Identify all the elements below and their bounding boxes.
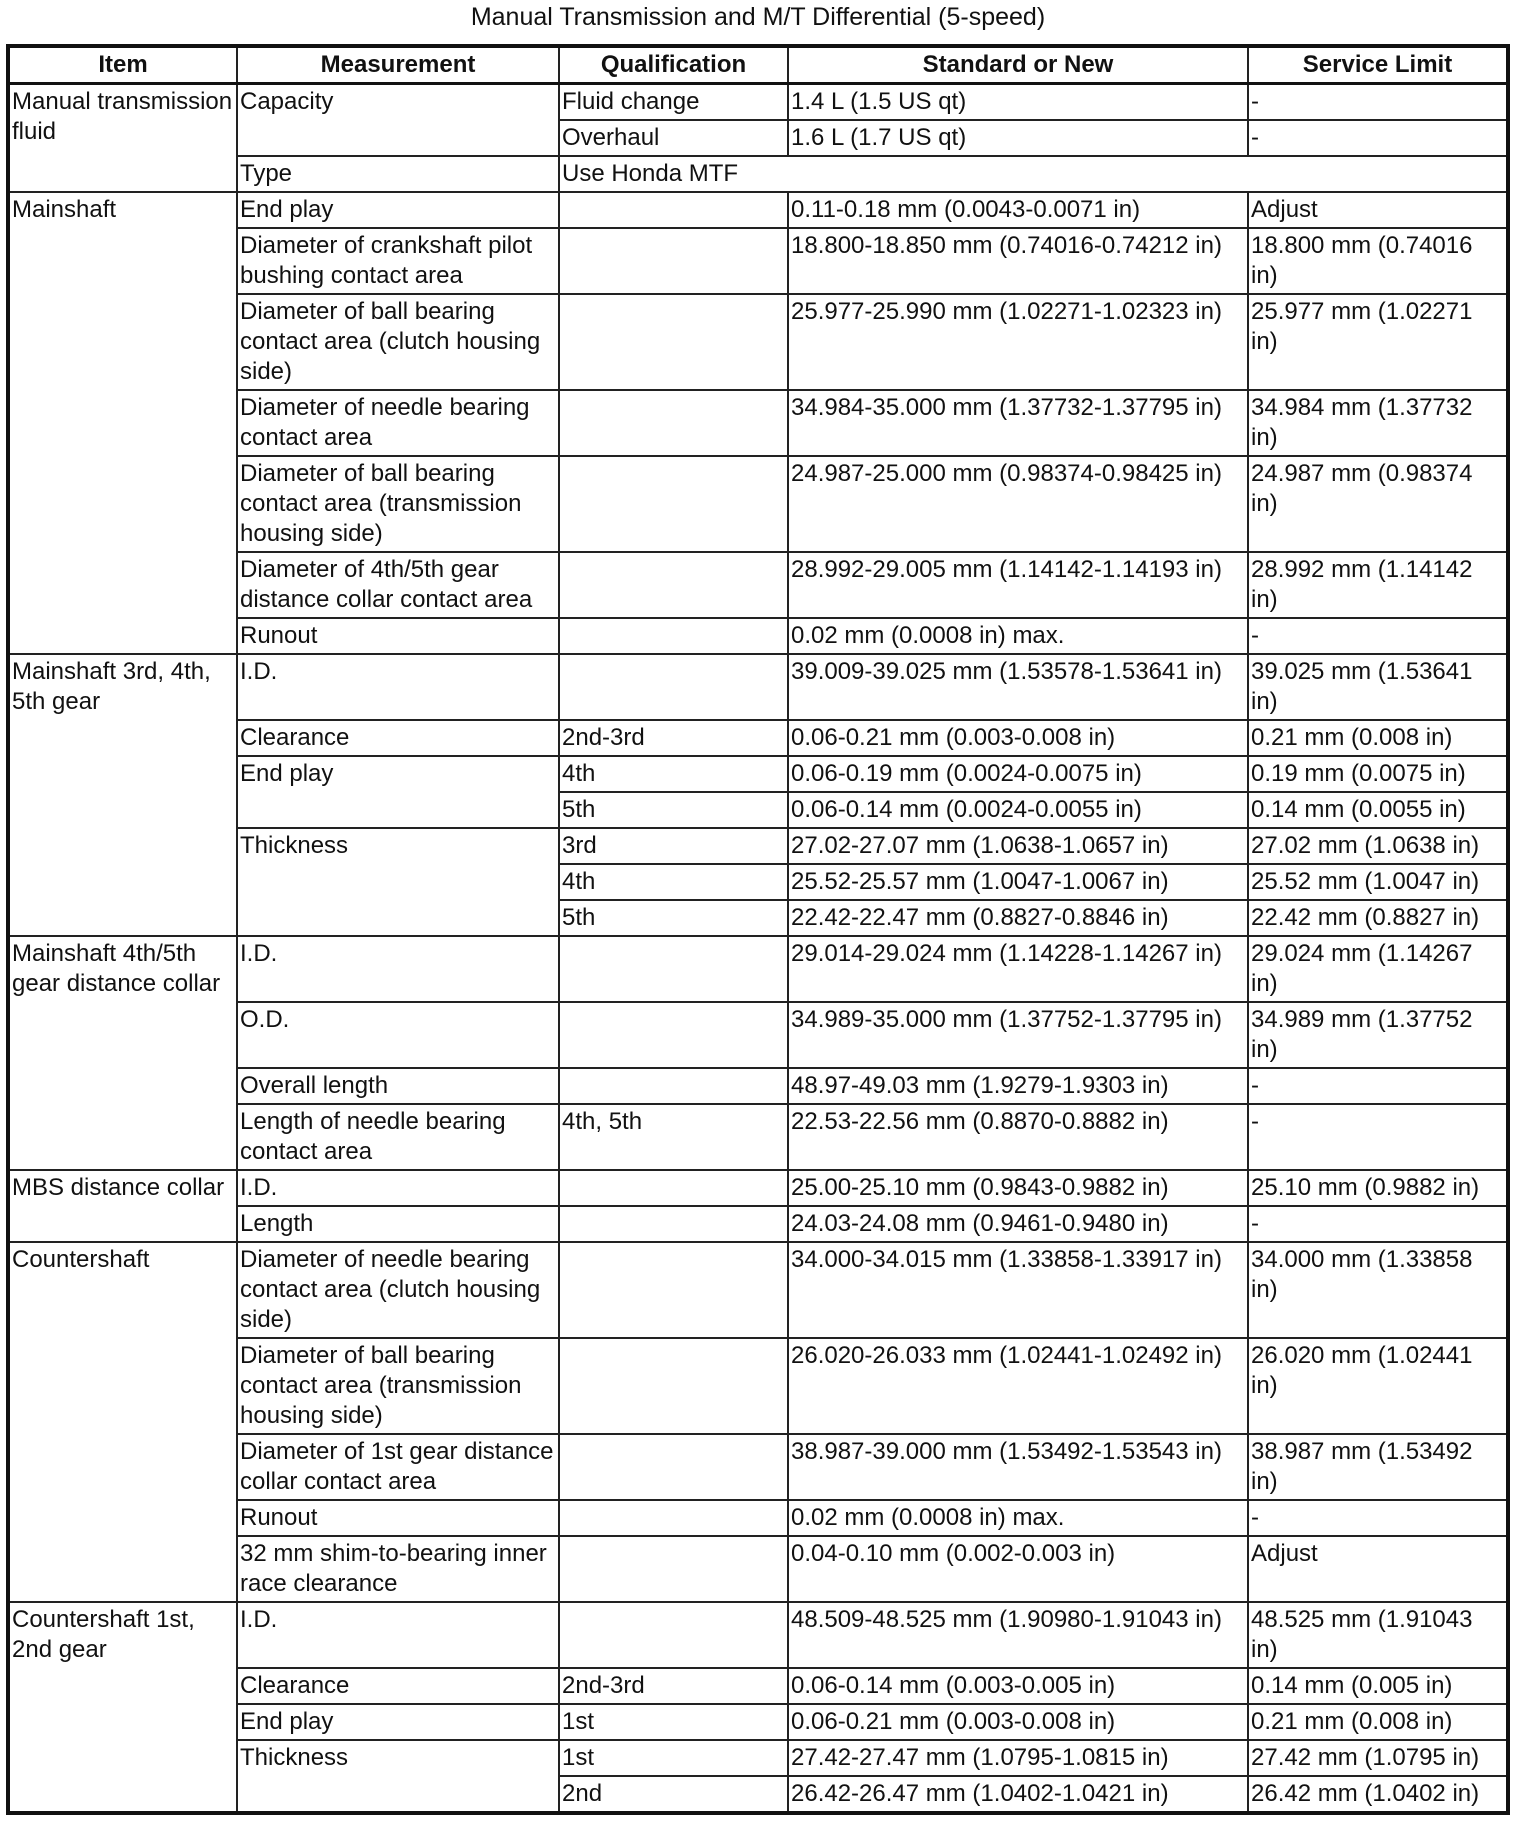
service-limit-cell: - <box>1248 1104 1508 1170</box>
standard-cell: 48.97-49.03 mm (1.9279-1.9303 in) <box>788 1068 1248 1104</box>
qualification-cell <box>559 390 788 456</box>
measurement-cell: Runout <box>237 618 559 654</box>
measurement-cell: Diameter of 4th/5th gear distance collar contact area <box>237 552 559 618</box>
measurement-cell: Diameter of crankshaft pilot bushing contact area <box>237 228 559 294</box>
standard-cell: 0.06-0.21 mm (0.003-0.008 in) <box>788 1704 1248 1740</box>
qualification-cell <box>559 192 788 228</box>
measurement-cell: Type <box>237 156 559 192</box>
standard-cell: 48.509-48.525 mm (1.90980-1.91043 in) <box>788 1602 1248 1668</box>
service-limit-cell: - <box>1248 1068 1508 1104</box>
qualification-cell <box>559 1002 788 1068</box>
qualification-cell <box>559 1068 788 1104</box>
service-limit-cell: 22.42 mm (0.8827 in) <box>1248 900 1508 936</box>
measurement-cell: Thickness <box>237 828 559 936</box>
service-limit-cell: 27.42 mm (1.0795 in) <box>1248 1740 1508 1776</box>
qualification-cell: 4th <box>559 864 788 900</box>
qualification-cell <box>559 1500 788 1536</box>
qualification-cell: 2nd-3rd <box>559 1668 788 1704</box>
spec-table <box>6 44 1510 1815</box>
spec-table-body <box>8 84 1508 1814</box>
service-limit-cell: 0.14 mm (0.005 in) <box>1248 1668 1508 1704</box>
measurement-cell: O.D. <box>237 1002 559 1068</box>
measurement-cell: Capacity <box>237 84 559 157</box>
qualification-cell: 5th <box>559 792 788 828</box>
measurement-cell: I.D. <box>237 1170 559 1206</box>
qualification-cell: 5th <box>559 900 788 936</box>
service-limit-cell: - <box>1248 84 1508 121</box>
standard-cell: 34.984-35.000 mm (1.37732-1.37795 in) <box>788 390 1248 456</box>
standard-cell: 24.987-25.000 mm (0.98374-0.98425 in) <box>788 456 1248 552</box>
service-limit-cell: 48.525 mm (1.91043 in) <box>1248 1602 1508 1668</box>
measurement-cell: Diameter of needle bearing contact area (clutch housing side) <box>237 1242 559 1338</box>
qualification-cell: 2nd-3rd <box>559 720 788 756</box>
qualification-cell <box>559 228 788 294</box>
service-limit-cell: 26.020 mm (1.02441 in) <box>1248 1338 1508 1434</box>
service-limit-cell: 25.977 mm (1.02271 in) <box>1248 294 1508 390</box>
measurement-cell: Overall length <box>237 1068 559 1104</box>
service-limit-cell: 0.21 mm (0.008 in) <box>1248 720 1508 756</box>
measurement-cell: Diameter of 1st gear distance collar contact area <box>237 1434 559 1500</box>
qualification-cell: 4th <box>559 756 788 792</box>
header-item: Item <box>8 46 237 84</box>
standard-cell: 0.06-0.14 mm (0.0024-0.0055 in) <box>788 792 1248 828</box>
qualification-cell <box>559 654 788 720</box>
table-row <box>8 192 1508 228</box>
qualification-cell: Fluid change <box>559 84 788 121</box>
standard-cell: 27.42-27.47 mm (1.0795-1.0815 in) <box>788 1740 1248 1776</box>
table-row <box>8 84 1508 121</box>
item-cell: Countershaft 1st, 2nd gear <box>8 1602 237 1813</box>
standard-cell: 0.02 mm (0.0008 in) max. <box>788 1500 1248 1536</box>
table-row <box>8 936 1508 1002</box>
service-limit-cell: 18.800 mm (0.74016 in) <box>1248 228 1508 294</box>
service-limit-cell: 25.52 mm (1.0047 in) <box>1248 864 1508 900</box>
service-limit-cell: 34.989 mm (1.37752 in) <box>1248 1002 1508 1068</box>
qualification-cell: 1st <box>559 1704 788 1740</box>
standard-cell: 0.06-0.14 mm (0.003-0.005 in) <box>788 1668 1248 1704</box>
qualification-cell <box>559 1434 788 1500</box>
standard-cell: 0.11-0.18 mm (0.0043-0.0071 in) <box>788 192 1248 228</box>
standard-cell: 34.989-35.000 mm (1.37752-1.37795 in) <box>788 1002 1248 1068</box>
service-limit-cell: 39.025 mm (1.53641 in) <box>1248 654 1508 720</box>
qualification-cell <box>559 456 788 552</box>
table-row <box>8 1602 1508 1668</box>
qualification-cell <box>559 1206 788 1242</box>
service-limit-cell: Adjust <box>1248 192 1508 228</box>
measurement-cell: End play <box>237 756 559 828</box>
service-limit-cell: 27.02 mm (1.0638 in) <box>1248 828 1508 864</box>
service-limit-cell: - <box>1248 618 1508 654</box>
measurement-cell: 32 mm shim-to-bearing inner race clearance <box>237 1536 559 1602</box>
standard-cell: 0.04-0.10 mm (0.002-0.003 in) <box>788 1536 1248 1602</box>
measurement-cell: Length <box>237 1206 559 1242</box>
item-cell: Mainshaft 3rd, 4th, 5th gear <box>8 654 237 936</box>
table-row <box>8 654 1508 720</box>
qualification-cell <box>559 294 788 390</box>
qualification-cell: 4th, 5th <box>559 1104 788 1170</box>
document-title: Manual Transmission and M/T Differential (5-speed) <box>470 3 1046 31</box>
standard-cell: 22.42-22.47 mm (0.8827-0.8846 in) <box>788 900 1248 936</box>
standard-cell: 22.53-22.56 mm (0.8870-0.8882 in) <box>788 1104 1248 1170</box>
standard-cell: 25.00-25.10 mm (0.9843-0.9882 in) <box>788 1170 1248 1206</box>
service-limit-cell: - <box>1248 1500 1508 1536</box>
table-row <box>8 1170 1508 1206</box>
standard-cell: 25.52-25.57 mm (1.0047-1.0067 in) <box>788 864 1248 900</box>
measurement-cell: I.D. <box>237 654 559 720</box>
qualification-cell: Overhaul <box>559 120 788 156</box>
qualification-cell <box>559 552 788 618</box>
header-qualification: Qualification <box>559 46 788 84</box>
service-limit-cell: 38.987 mm (1.53492 in) <box>1248 1434 1508 1500</box>
service-limit-cell: 24.987 mm (0.98374 in) <box>1248 456 1508 552</box>
standard-cell: 0.06-0.21 mm (0.003-0.008 in) <box>788 720 1248 756</box>
service-limit-cell: 0.14 mm (0.0055 in) <box>1248 792 1508 828</box>
measurement-cell: I.D. <box>237 1602 559 1668</box>
measurement-cell: I.D. <box>237 936 559 1002</box>
service-limit-cell: 34.984 mm (1.37732 in) <box>1248 390 1508 456</box>
item-cell: Countershaft <box>8 1242 237 1602</box>
service-limit-cell: - <box>1248 120 1508 156</box>
header-standard: Standard or New <box>788 46 1248 84</box>
service-limit-cell: 26.42 mm (1.0402 in) <box>1248 1776 1508 1813</box>
service-limit-cell: Adjust <box>1248 1536 1508 1602</box>
standard-cell: 39.009-39.025 mm (1.53578-1.53641 in) <box>788 654 1248 720</box>
standard-cell: 1.4 L (1.5 US qt) <box>788 84 1248 121</box>
qualification-cell <box>559 1242 788 1338</box>
standard-cell: 1.6 L (1.7 US qt) <box>788 120 1248 156</box>
service-limit-cell: 25.10 mm (0.9882 in) <box>1248 1170 1508 1206</box>
standard-cell: 38.987-39.000 mm (1.53492-1.53543 in) <box>788 1434 1248 1500</box>
qualification-cell: 1st <box>559 1740 788 1776</box>
item-cell: Manual transmission fluid <box>8 84 237 193</box>
standard-cell: 24.03-24.08 mm (0.9461-0.9480 in) <box>788 1206 1248 1242</box>
service-limit-cell: 29.024 mm (1.14267 in) <box>1248 936 1508 1002</box>
header-measurement: Measurement <box>237 46 559 84</box>
service-limit-cell: 0.21 mm (0.008 in) <box>1248 1704 1508 1740</box>
standard-cell: 26.020-26.033 mm (1.02441-1.02492 in) <box>788 1338 1248 1434</box>
standard-cell: 28.992-29.005 mm (1.14142-1.14193 in) <box>788 552 1248 618</box>
measurement-cell: Length of needle bearing contact area <box>237 1104 559 1170</box>
service-limit-cell: 34.000 mm (1.33858 in) <box>1248 1242 1508 1338</box>
measurement-cell: Diameter of needle bearing contact area <box>237 390 559 456</box>
item-cell: Mainshaft <box>8 192 237 654</box>
measurement-cell: Diameter of ball bearing contact area (transmission housing side) <box>237 456 559 552</box>
header-row <box>8 46 1508 84</box>
qualification-cell <box>559 1602 788 1668</box>
standard-cell: 18.800-18.850 mm (0.74016-0.74212 in) <box>788 228 1248 294</box>
qualification-cell: 3rd <box>559 828 788 864</box>
qualification-cell: 2nd <box>559 1776 788 1813</box>
standard-cell: 25.977-25.990 mm (1.02271-1.02323 in) <box>788 294 1248 390</box>
measurement-cell: Runout <box>237 1500 559 1536</box>
qualification-cell: Use Honda MTF <box>559 156 1508 192</box>
service-limit-cell: 0.19 mm (0.0075 in) <box>1248 756 1508 792</box>
standard-cell: 0.02 mm (0.0008 in) max. <box>788 618 1248 654</box>
item-cell: Mainshaft 4th/5th gear distance collar <box>8 936 237 1170</box>
table-row <box>8 1242 1508 1338</box>
measurement-cell: End play <box>237 1704 559 1740</box>
qualification-cell <box>559 618 788 654</box>
service-limit-cell: 28.992 mm (1.14142 in) <box>1248 552 1508 618</box>
qualification-cell <box>559 1338 788 1434</box>
qualification-cell <box>559 1536 788 1602</box>
measurement-cell: End play <box>237 192 559 228</box>
measurement-cell: Diameter of ball bearing contact area (transmission housing side) <box>237 1338 559 1434</box>
measurement-cell: Clearance <box>237 720 559 756</box>
standard-cell: 0.06-0.19 mm (0.0024-0.0075 in) <box>788 756 1248 792</box>
service-limit-cell: - <box>1248 1206 1508 1242</box>
measurement-cell: Diameter of ball bearing contact area (clutch housing side) <box>237 294 559 390</box>
qualification-cell <box>559 936 788 1002</box>
qualification-cell <box>559 1170 788 1206</box>
measurement-cell: Thickness <box>237 1740 559 1813</box>
standard-cell: 34.000-34.015 mm (1.33858-1.33917 in) <box>788 1242 1248 1338</box>
standard-cell: 26.42-26.47 mm (1.0402-1.0421 in) <box>788 1776 1248 1813</box>
measurement-cell: Clearance <box>237 1668 559 1704</box>
standard-cell: 27.02-27.07 mm (1.0638-1.0657 in) <box>788 828 1248 864</box>
header-service-limit: Service Limit <box>1248 46 1508 84</box>
item-cell: MBS distance collar <box>8 1170 237 1242</box>
standard-cell: 29.014-29.024 mm (1.14228-1.14267 in) <box>788 936 1248 1002</box>
